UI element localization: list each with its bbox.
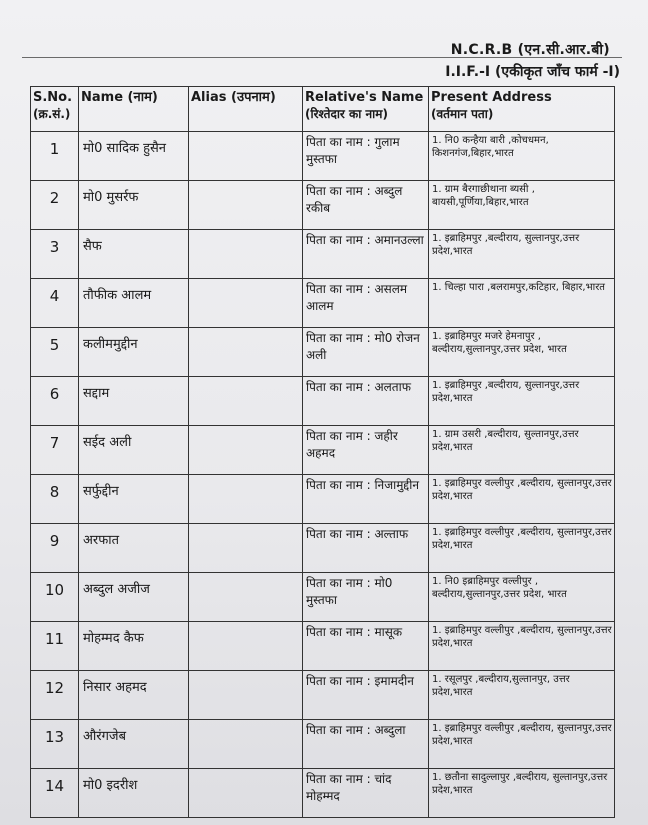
row-address: 1. इब्राहिमपुर ,बल्दीराय, सुल्तानपुर,उत्तर प्रदेश,भारत <box>429 377 615 426</box>
form-title: I.I.F.-I (एकीकृत जाँच फार्म -I) <box>445 64 620 80</box>
row-sno: 13 <box>31 720 79 769</box>
row-name: औरंगजेब <box>79 720 189 769</box>
row-sno: 12 <box>31 671 79 720</box>
ncrb-title: N.C.R.B (एन.सी.आर.बी) <box>450 42 610 58</box>
accused-table <box>30 86 615 818</box>
row-address: 1. इब्राहिमपुर वल्लीपुर ,बल्दीराय, सुल्तानपुर,उत्तर प्रदेश,भारत <box>429 475 615 524</box>
row-sno: 4 <box>31 279 79 328</box>
row-alias <box>189 524 303 573</box>
row-alias <box>189 720 303 769</box>
row-name: सैफ <box>79 230 189 279</box>
row-relative: पिता का नाम : अब्दुला <box>303 720 429 769</box>
row-name: सर्फुद्दीन <box>79 475 189 524</box>
row-alias <box>189 377 303 426</box>
row-sno: 2 <box>31 181 79 230</box>
table-row <box>31 377 615 426</box>
row-alias <box>189 475 303 524</box>
table-row <box>31 622 615 671</box>
row-name: तौफीक आलम <box>79 279 189 328</box>
row-name: सईद अली <box>79 426 189 475</box>
row-address: 1. इब्राहिमपुर ,बल्दीराय, सुल्तानपुर,उत्तर प्रदेश,भारत <box>429 230 615 279</box>
table-row <box>31 671 615 720</box>
header-alias-label: Alias (उपनाम) <box>191 90 276 105</box>
row-sno: 5 <box>31 328 79 377</box>
row-address: 1. ग्राम उसरी ,बल्दीराय, सुल्तानपुर,उत्तर प्रदेश,भारत <box>429 426 615 475</box>
row-sno: 7 <box>31 426 79 475</box>
header-sno-label: S.No. <box>33 90 73 105</box>
table-row <box>31 769 615 818</box>
row-alias <box>189 671 303 720</box>
row-address: 1. इब्राहिमपुर वल्लीपुर ,बल्दीराय, सुल्तानपुर,उत्तर प्रदेश,भारत <box>429 622 615 671</box>
row-name: मोहम्मद कैफ <box>79 622 189 671</box>
table-row <box>31 132 615 181</box>
row-address: 1. ग्राम बैरगाछीथाना ब्यसी , बायसी,पूर्णिया,बिहार,भारत <box>429 181 615 230</box>
row-sno: 10 <box>31 573 79 622</box>
row-sno: 1 <box>31 132 79 181</box>
table-row <box>31 328 615 377</box>
header-address-label: Present Address <box>431 90 552 105</box>
row-relative: पिता का नाम : अब्दुल रकीब <box>303 181 429 230</box>
row-relative: पिता का नाम : जहीर अहमद <box>303 426 429 475</box>
row-address: 1. नि0 इब्राहिमपुर वल्लीपुर , बल्दीराय,सुल्तानपुर,उत्तर प्रदेश, भारत <box>429 573 615 622</box>
table-row <box>31 524 615 573</box>
header-sno <box>31 87 79 132</box>
row-relative: पिता का नाम : अलताफ <box>303 377 429 426</box>
header-address <box>429 87 615 132</box>
row-relative: पिता का नाम : असलम आलम <box>303 279 429 328</box>
row-relative: पिता का नाम : गुलाम मुस्तफा <box>303 132 429 181</box>
row-alias <box>189 181 303 230</box>
table-row <box>31 181 615 230</box>
table-row <box>31 720 615 769</box>
header-relative-sub: (रिश्तेदार का नाम) <box>305 107 388 121</box>
row-name: निसार अहमद <box>79 671 189 720</box>
row-relative: पिता का नाम : चांद मोहम्मद <box>303 769 429 818</box>
header-address-sub: (वर्तमान पता) <box>431 107 494 121</box>
row-alias <box>189 328 303 377</box>
header-alias <box>189 87 303 132</box>
row-alias <box>189 279 303 328</box>
row-address: 1. इब्राहिमपुर मजरे हेमनापुर , बल्दीराय,सुल्तानपुर,उत्तर प्रदेश, भारत <box>429 328 615 377</box>
row-relative: पिता का नाम : निजामुद्दीन <box>303 475 429 524</box>
row-address: 1. नि0 कन्हैया बारी ,कोचधमन, किशनगंज,बिहार,भारत <box>429 132 615 181</box>
row-name: अब्दुल अजीज <box>79 573 189 622</box>
row-alias <box>189 426 303 475</box>
row-sno: 14 <box>31 769 79 818</box>
row-relative: पिता का नाम : मो0 मुस्तफा <box>303 573 429 622</box>
row-relative: पिता का नाम : अल्ताफ <box>303 524 429 573</box>
row-relative: पिता का नाम : अमानउल्ला <box>303 230 429 279</box>
row-sno: 9 <box>31 524 79 573</box>
row-sno: 11 <box>31 622 79 671</box>
row-relative: पिता का नाम : इमामदीन <box>303 671 429 720</box>
header-relative <box>303 87 429 132</box>
row-address: 1. छतौना सादुल्लापुर ,बल्दीराय, सुल्तानपुर,उत्तर प्रदेश,भारत <box>429 769 615 818</box>
row-address: 1. इब्राहिमपुर वल्लीपुर ,बल्दीराय, सुल्तानपुर,उत्तर प्रदेश,भारत <box>429 720 615 769</box>
row-relative: पिता का नाम : मो0 रोजन अली <box>303 328 429 377</box>
table-row <box>31 279 615 328</box>
row-alias <box>189 230 303 279</box>
row-alias <box>189 573 303 622</box>
row-sno: 6 <box>31 377 79 426</box>
table-row <box>31 230 615 279</box>
table-row <box>31 426 615 475</box>
row-name: मो0 सादिक हुसैन <box>79 132 189 181</box>
header-sno-sub: (क्र.सं.) <box>33 107 71 121</box>
table-row <box>31 475 615 524</box>
header-relative-label: Relative's Name <box>305 90 424 105</box>
row-address: 1. रसूलपुर ,बल्दीराय,सुल्तानपुर, उत्तर प्रदेश,भारत <box>429 671 615 720</box>
row-alias <box>189 622 303 671</box>
row-name: मो0 मुसर्रफ <box>79 181 189 230</box>
table-header-row <box>31 87 615 132</box>
row-address: 1. इब्राहिमपुर वल्लीपुर ,बल्दीराय, सुल्तानपुर,उत्तर प्रदेश,भारत <box>429 524 615 573</box>
table-row <box>31 573 615 622</box>
row-name: अरफात <box>79 524 189 573</box>
row-sno: 3 <box>31 230 79 279</box>
row-alias <box>189 132 303 181</box>
row-relative: पिता का नाम : मासूक <box>303 622 429 671</box>
row-address: 1. चिल्हा पारा ,बलरामपुर,कटिहार, बिहार,भारत <box>429 279 615 328</box>
row-name: कलीममुद्दीन <box>79 328 189 377</box>
header-name <box>79 87 189 132</box>
header-name-label: Name (नाम) <box>81 90 158 105</box>
row-name: मो0 इदरीश <box>79 769 189 818</box>
row-name: सद्दाम <box>79 377 189 426</box>
row-alias <box>189 769 303 818</box>
row-sno: 8 <box>31 475 79 524</box>
